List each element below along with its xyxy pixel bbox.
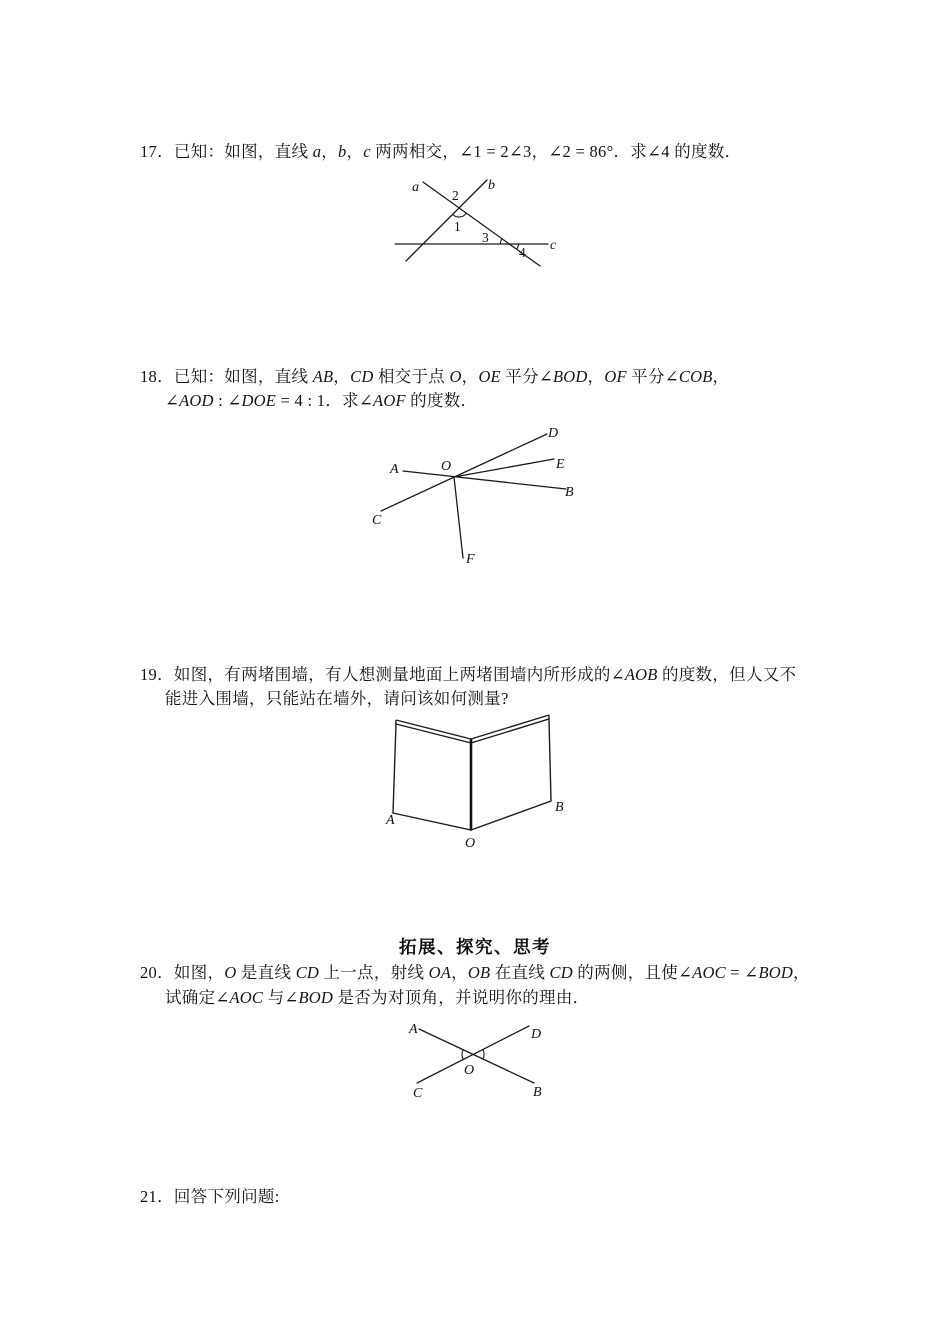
figure18-ray-OE bbox=[454, 459, 554, 477]
text-segment: ， bbox=[461, 367, 479, 386]
text-segment: 与∠ bbox=[263, 988, 299, 1007]
text-segment: ， bbox=[321, 142, 338, 161]
text-segment: 是直线 bbox=[236, 963, 296, 982]
text-segment: AOF bbox=[373, 391, 406, 410]
text-segment: OF bbox=[604, 367, 627, 386]
text-segment: 21．回答下列问题: bbox=[140, 1187, 280, 1206]
text-segment: ∠ bbox=[165, 391, 180, 410]
figure19-label-A: A bbox=[386, 813, 395, 828]
figure17-label-b: b bbox=[488, 178, 495, 193]
figure-20 bbox=[400, 1015, 555, 1110]
figure17-label-angle2: 2 bbox=[452, 188, 459, 203]
text-segment: OE bbox=[478, 367, 501, 386]
text-segment: CD bbox=[549, 963, 573, 982]
text-segment: 两两相交，∠1 = 2∠3，∠2 = 86°．求∠4 的度数． bbox=[370, 142, 742, 161]
problem-18-line-1 bbox=[140, 367, 729, 387]
text-segment: 17．已知：如图，直线 bbox=[140, 142, 313, 161]
figure18-label-F: F bbox=[466, 552, 475, 567]
text-segment: O bbox=[224, 963, 237, 982]
right-wall-top-cap bbox=[471, 715, 549, 739]
text-segment: OB bbox=[467, 963, 491, 982]
text-segment: 是否为对顶角，并说明你的理由． bbox=[333, 988, 590, 1007]
text-segment: O bbox=[449, 367, 462, 386]
figure18-label-B: B bbox=[565, 485, 574, 500]
text-segment: AOD bbox=[179, 391, 214, 410]
text-segment: DOE bbox=[241, 391, 277, 410]
figure17-label-angle1: 1 bbox=[454, 219, 461, 234]
text-segment: 平分∠ bbox=[500, 367, 553, 386]
text-segment: AB bbox=[312, 367, 334, 386]
figure20-label-O: O bbox=[464, 1063, 475, 1078]
figure17-label-c: c bbox=[550, 238, 557, 253]
text-segment: 能进入围墙，只能站在墙外，请问该如何测量? bbox=[165, 689, 509, 708]
left-wall bbox=[393, 724, 471, 830]
text-segment: ， bbox=[587, 367, 605, 386]
text-segment: = ∠ bbox=[725, 963, 759, 982]
text-segment: : ∠ bbox=[213, 391, 242, 410]
text-segment: AOC bbox=[229, 988, 264, 1007]
figure18-label-D: D bbox=[548, 426, 559, 441]
figure17-label-a: a bbox=[412, 180, 419, 195]
text-segment: ， bbox=[346, 142, 364, 161]
figure18-label-A: A bbox=[390, 462, 399, 477]
figure17-angle1-arc bbox=[453, 213, 467, 217]
problem-19-line-1 bbox=[140, 665, 796, 685]
text-segment: OA bbox=[428, 963, 452, 982]
text-segment: ， bbox=[712, 367, 730, 386]
figure20-left-angle-arc bbox=[462, 1050, 463, 1060]
figure-17 bbox=[380, 170, 570, 285]
text-segment: AOB bbox=[624, 665, 658, 684]
figure18-ray-OF bbox=[454, 477, 463, 558]
problem-20-line-1 bbox=[140, 963, 810, 983]
text-segment: CD bbox=[295, 963, 320, 982]
figure18-line-AB bbox=[403, 471, 566, 489]
figure20-label-A: A bbox=[409, 1022, 418, 1037]
text-segment: 20．如图， bbox=[140, 963, 225, 982]
problem-17-line-1 bbox=[140, 142, 741, 162]
problem-20-line-2 bbox=[165, 988, 589, 1008]
text-segment: 18．已知：如图，直线 bbox=[140, 367, 313, 386]
text-segment: 试确定∠ bbox=[165, 988, 230, 1007]
figure-19 bbox=[380, 708, 575, 858]
text-segment: ， bbox=[792, 963, 810, 982]
problem-21-line-1 bbox=[140, 1187, 280, 1207]
figure19-label-B: B bbox=[555, 800, 564, 815]
text-segment: = 4 : 1．求∠ bbox=[276, 391, 374, 410]
problem-18-line-2 bbox=[165, 391, 477, 411]
figure20-right-angle-arc bbox=[483, 1050, 484, 1060]
text-segment: 的度数． bbox=[405, 391, 478, 410]
text-segment: CD bbox=[350, 367, 374, 386]
text-segment: AOC bbox=[692, 963, 726, 982]
figure19-label-O: O bbox=[465, 836, 476, 851]
text-segment: 19．如图，有两堵围墙，有人想测量地面上两堵围墙内所形成的∠ bbox=[140, 665, 625, 684]
text-segment: ， bbox=[333, 367, 351, 386]
text-segment: 平分∠ bbox=[626, 367, 679, 386]
text-segment: 的两侧，且使∠ bbox=[572, 963, 693, 982]
text-segment: ， bbox=[451, 963, 468, 982]
figure17-angle3-arc bbox=[500, 239, 502, 244]
text-segment: 在直线 bbox=[490, 963, 550, 982]
text-segment: b bbox=[338, 142, 347, 161]
figure18-line-CD bbox=[381, 434, 547, 511]
text-segment: c bbox=[363, 142, 371, 161]
text-segment: 上一点，射线 bbox=[319, 963, 429, 982]
figure18-label-O: O bbox=[441, 459, 452, 474]
figure18-label-E: E bbox=[556, 457, 565, 472]
section-heading: 拓展、探究、思考 bbox=[399, 937, 551, 957]
figure17-label-angle4: 4 bbox=[519, 245, 526, 260]
figure20-label-B: B bbox=[533, 1085, 542, 1100]
figure20-line-AB bbox=[419, 1029, 534, 1083]
problem-19-line-2 bbox=[165, 689, 509, 709]
text-segment: COB bbox=[678, 367, 713, 386]
text-segment: BOD bbox=[758, 963, 793, 982]
text-segment: 的度数，但人又不 bbox=[657, 665, 797, 684]
figure20-label-D: D bbox=[531, 1027, 542, 1042]
left-wall-top-cap bbox=[396, 720, 471, 739]
text-segment: BOD bbox=[553, 367, 588, 386]
figure-18 bbox=[360, 415, 590, 580]
figure20-label-C: C bbox=[413, 1086, 423, 1101]
figure17-label-angle3: 3 bbox=[482, 230, 489, 245]
text-segment: BOD bbox=[298, 988, 334, 1007]
text-segment: 相交于点 bbox=[373, 367, 450, 386]
figure18-label-C: C bbox=[372, 513, 382, 528]
text-segment: a bbox=[312, 142, 322, 161]
